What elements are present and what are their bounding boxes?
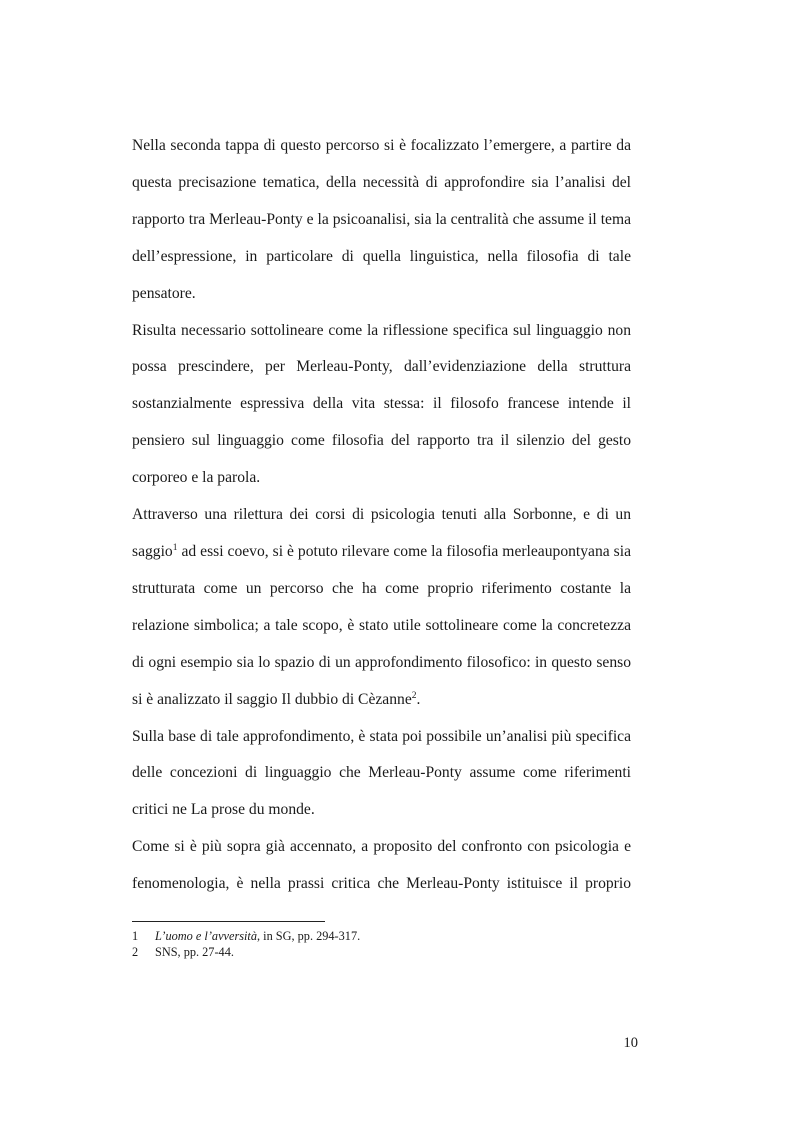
paragraph-3: [132, 497, 631, 718]
footnote-number: 1: [132, 929, 139, 943]
paragraph-5: Come si è più sopra già accennato, a proposito del confronto con psicologia e fenomenologia, è nella prassi critica che Merleau-Ponty istituisce il proprio: [132, 838, 631, 893]
paragraph-4: Sulla base di tale approfondimento, è stata poi possibile un’analisi più specifica delle concezioni di linguaggio che Merleau-Ponty assume come riferimenti critici ne La prose du monde.: [132, 727, 631, 819]
paragraph-3-part-a: Attraverso una rilettura dei corsi di psicologia tenuti alla Sorbonne, e di un saggio: [132, 506, 631, 560]
footnote-rest: , in SG, pp. 294-317.: [257, 929, 361, 943]
footnote-ref-2: 2: [411, 690, 417, 701]
footnotes: [132, 929, 631, 960]
footnote-text: [155, 929, 360, 945]
paragraph-1: Nella seconda tappa di questo percorso si è focalizzato l’emergere, a partire da questa precisazione tematica, della necessità di approfondire sia l’analisi del rapporto tra Merleau-Ponty e la psicoanalisi, sia la centralità che assume il tema dell’espressione, in particolare di quella linguistica, nella filosofia di tale pensatore.: [132, 137, 631, 302]
paragraph-2: Risulta necessario sottolineare come la riflessione specifica sul linguaggio non possa prescindere, per Merleau-Ponty, dall’evidenziazione della struttura sostanzialmente espressiva della vita stessa: il filosofo francese intende il pensiero sul linguaggio come filosofia del rapporto tra il silenzio del gesto corporeo e la parola.: [132, 321, 631, 487]
paragraph-3-part-b: ad essi coevo, si è potuto rilevare come la filosofia merleaupontyana sia strutturata come un percorso che ha come proprio riferimento costante la relazione simbolica; a tale scopo, è stato utile sottolineare come la concretezza di ogni esempio sia lo spazio di un approfondimento filosofico: in questo senso si è analizzato il saggio Il dubbio di Cèzanne: [132, 542, 631, 708]
footnote-divider: [132, 921, 325, 922]
page-number: 10: [623, 1035, 638, 1051]
footnote-ref-1: 1: [172, 542, 178, 553]
footnote-title: L’uomo e l’avversità: [155, 929, 257, 943]
footnote-rest: SNS, pp. 27-44.: [155, 944, 234, 959]
footnote-text: [155, 945, 234, 961]
body-text: [132, 128, 631, 903]
footnote-1: [132, 929, 631, 945]
paragraph-3-part-c: .: [416, 690, 421, 708]
footnote-2: [132, 945, 631, 961]
footnote-number: 2: [132, 944, 139, 959]
